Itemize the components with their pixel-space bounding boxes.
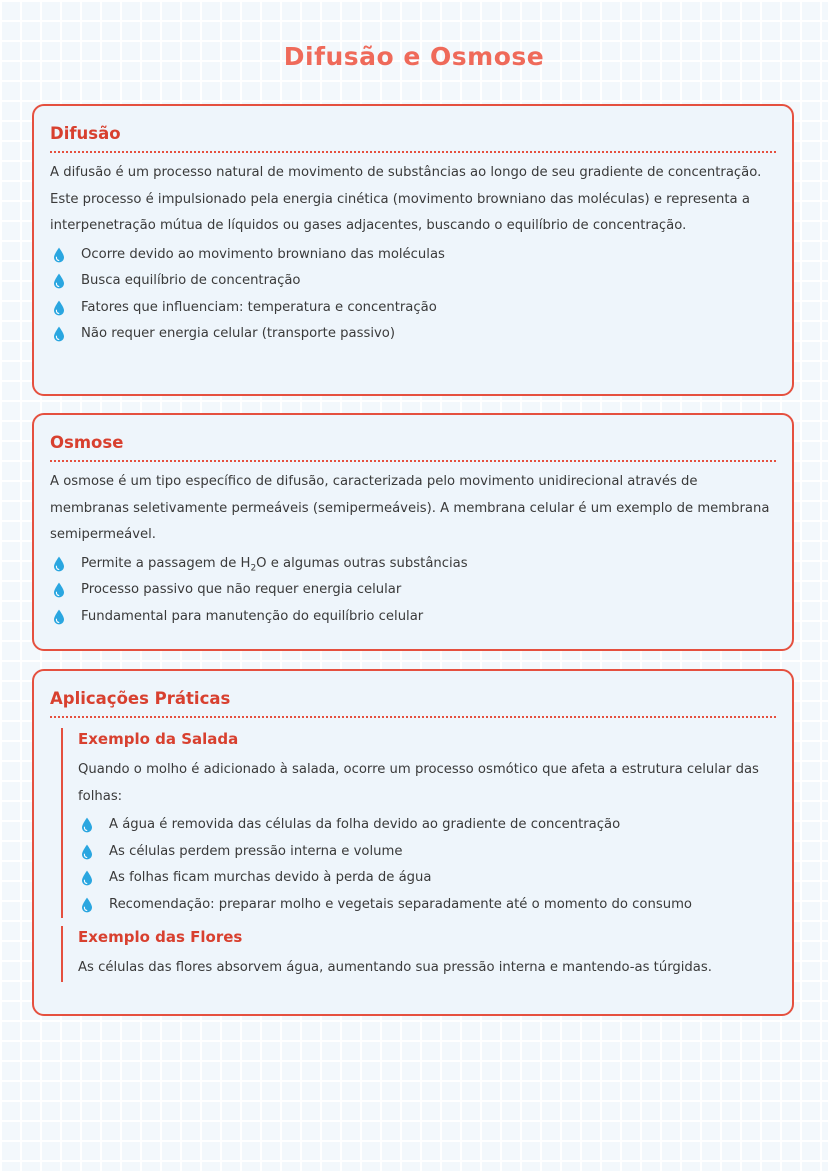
water-drop-icon	[81, 897, 93, 913]
water-drop-icon	[53, 582, 65, 598]
water-drop-icon	[81, 817, 93, 833]
salada-paragraph: Quando o molho é adicionado à salada, ocorre um processo osmótico que afeta a estrutura celular das folhas:	[78, 762, 759, 804]
list-item: As folhas ficam murchas devido à perda de água	[78, 865, 776, 892]
water-drop-icon	[53, 609, 65, 625]
list-item: Permite a passagem de $H_2O$ e algumas outras substâncias	[50, 551, 776, 578]
list-item: Processo passivo que não requer energia celular	[50, 577, 776, 604]
osmose-heading: Osmose	[50, 431, 776, 462]
list-item: Recomendação: preparar molho e vegetais separadamente até o momento do consumo	[78, 892, 776, 919]
flores-example	[61, 926, 776, 982]
osmose-card	[32, 413, 794, 651]
osmose-bullet-list	[50, 551, 776, 631]
difusao-paragraph: A difusão é um processo natural de movimento de substâncias ao longo de seu gradiente de concentração. Este processo é impulsionado pela energia cinética (movimento browniano das moléculas) e representa a interpenetração mútua de líquidos ou gases adjacentes, buscando o equilíbrio de concentração.	[50, 165, 762, 233]
salada-heading: Exemplo da Salada	[78, 730, 239, 748]
list-item: As células perdem pressão interna e volume	[78, 839, 776, 866]
water-drop-icon	[53, 556, 65, 572]
list-item: Não requer energia celular (transporte passivo)	[50, 321, 776, 348]
water-drop-icon	[53, 300, 65, 316]
difusao-heading: Difusão	[50, 122, 776, 153]
aplicacoes-heading: Aplicações Práticas	[50, 687, 776, 718]
water-drop-icon	[53, 273, 65, 289]
list-item: A água é removida das células da folha devido ao gradiente de concentração	[78, 812, 776, 839]
water-drop-icon	[81, 870, 93, 886]
flores-heading: Exemplo das Flores	[78, 928, 243, 946]
salada-example	[61, 728, 776, 918]
difusao-bullet-list	[50, 242, 776, 348]
flores-paragraph: As células das flores absorvem água, aumentando sua pressão interna e mantendo-as túrgidas.	[78, 960, 712, 975]
list-item: Ocorre devido ao movimento browniano das moléculas	[50, 242, 776, 269]
list-item: Busca equilíbrio de concentração	[50, 268, 776, 295]
difusao-card	[32, 104, 794, 396]
osmose-paragraph: A osmose é um tipo específico de difusão, caracterizada pelo movimento unidirecional através de membranas seletivamente permeáveis (semipermeáveis). A membrana celular é um exemplo de membrana semipermeável.	[50, 474, 770, 542]
water-drop-icon	[53, 326, 65, 342]
water-drop-icon	[81, 844, 93, 860]
list-item: Fatores que influenciam: temperatura e concentração	[50, 295, 776, 322]
list-item: Fundamental para manutenção do equilíbrio celular	[50, 604, 776, 631]
aplicacoes-card	[32, 669, 794, 1016]
salada-bullet-list	[78, 812, 776, 918]
page-title: Difusão e Osmose	[283, 42, 545, 71]
water-drop-icon	[53, 247, 65, 263]
